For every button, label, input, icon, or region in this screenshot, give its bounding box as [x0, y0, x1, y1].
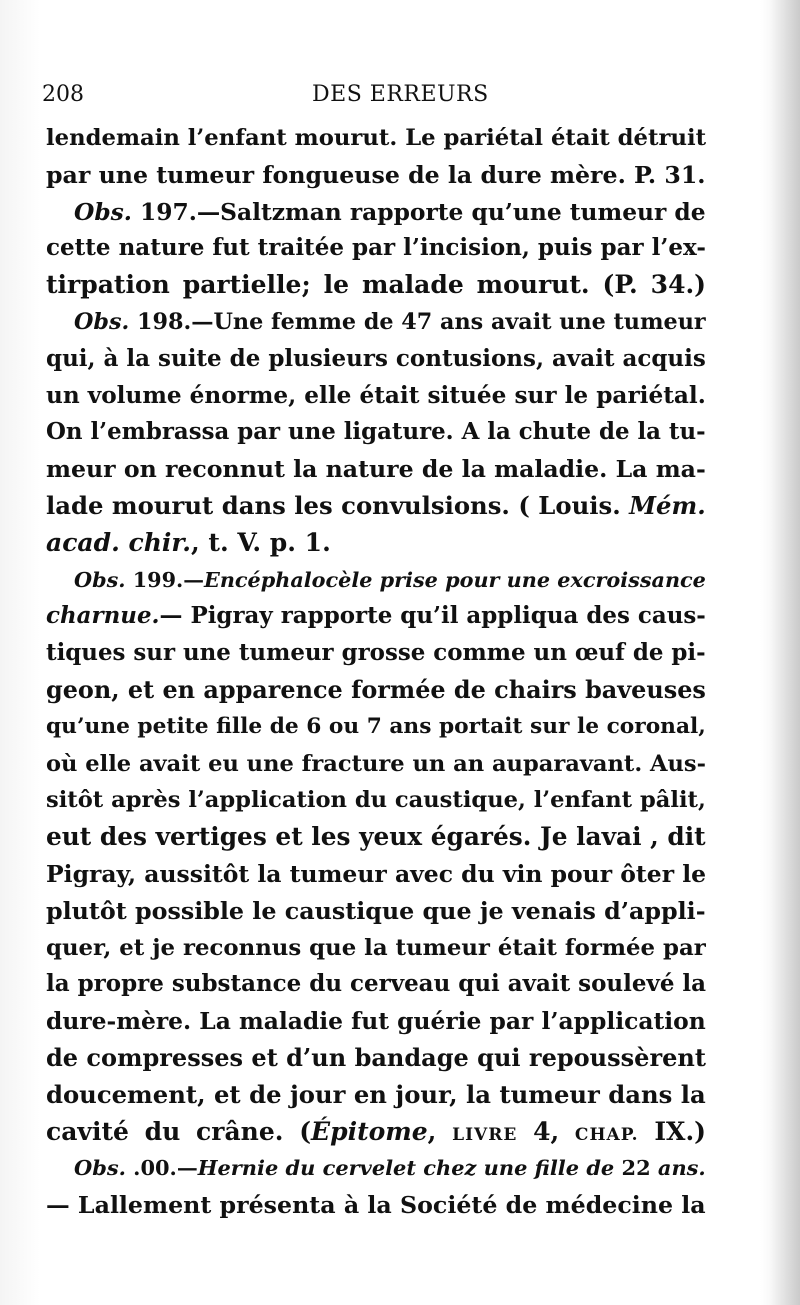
text-line: [46, 414, 706, 451]
text-segment: Obs.: [74, 197, 132, 226]
text-segment: lendemain l’enfant mourut. Le pariétal était détruit: [46, 125, 707, 151]
text-segment: Mém.: [629, 490, 706, 520]
text-segment: doucement, et de jour en jour, la tumeur dans la: [46, 1079, 706, 1109]
text-line: [46, 120, 706, 157]
text-line: [46, 672, 706, 709]
text-segment: qui, à la suite de plusieurs contusions, avait acquis: [46, 344, 706, 372]
text-segment: lade mourut dans les convulsions. ( Louis.: [46, 490, 630, 520]
text-segment: acad. chir.: [46, 527, 191, 557]
text-line: [46, 1040, 706, 1077]
text-line: [46, 635, 706, 672]
text-line: [46, 819, 706, 856]
text-segment: IX.): [638, 1116, 706, 1146]
text-segment: où elle avait eu une fracture un an auparavant. Aus-: [46, 750, 706, 777]
text-segment: charnue.: [46, 602, 160, 630]
text-line: [46, 893, 706, 930]
text-segment: Obs.: [74, 308, 130, 335]
text-segment: Obs.: [74, 567, 126, 592]
text-segment: sitôt après l’application du caustique, l’enfant pâlit,: [46, 787, 706, 814]
text-line: [46, 267, 706, 304]
text-line: [46, 304, 706, 341]
text-segment: geon, et en apparence formée de chairs baveuses: [46, 675, 706, 704]
text-segment: .00.—: [125, 1155, 198, 1181]
text-line: [46, 598, 706, 635]
text-segment: Obs.: [74, 1155, 126, 1181]
text-segment: meur on reconnut la nature de la maladie. La ma-: [46, 455, 706, 484]
text-line: [46, 1114, 706, 1151]
text-segment: LIVRE: [452, 1124, 518, 1145]
text-line: [46, 194, 706, 231]
text-line: [46, 1150, 706, 1187]
text-segment: ,: [427, 1116, 453, 1146]
body-text: [46, 120, 706, 1224]
text-segment: 199.—: [125, 567, 205, 592]
text-line: [46, 856, 706, 893]
text-segment: 198.—Une femme de 47 ans avait une tumeur: [129, 308, 706, 335]
text-segment: par une tumeur fongueuse de la dure mère. P. 31.: [46, 160, 706, 189]
text-segment: plutôt possible le caustique que je venais d’appli-: [46, 896, 706, 925]
text-segment: 4,: [517, 1116, 575, 1146]
running-title: DES ERREURS: [312, 82, 489, 107]
text-segment: eut des vertiges et les yeux égarés. Je lavai , dit: [46, 822, 706, 852]
text-line: [46, 451, 706, 488]
text-segment: 197.—Saltzman rapporte qu’une tumeur de: [131, 197, 706, 226]
text-line: [46, 525, 706, 562]
text-segment: la propre substance du cerveau qui avait soulevé la: [46, 970, 707, 998]
text-line: [46, 709, 706, 746]
page-number: 208: [42, 82, 84, 107]
text-segment: tiques sur une tumeur grosse comme un œuf de pi-: [46, 639, 706, 667]
text-line: [46, 341, 706, 378]
text-line: [46, 488, 706, 525]
text-line: [46, 378, 706, 415]
text-segment: ans.: [657, 1155, 706, 1181]
text-segment: On l’embrassa par une ligature. A la chute de la tu-: [46, 419, 706, 446]
text-segment: qu’une petite fille de 6 ou 7 ans portait sur le coronal,: [46, 713, 706, 739]
text-segment: cavité du crâne. (: [46, 1116, 312, 1146]
text-segment: de compresses et d’un bandage qui repoussèrent: [46, 1042, 706, 1072]
text-segment: Encéphalocèle prise pour une excroissance: [204, 567, 706, 592]
text-line: [46, 1187, 706, 1224]
text-line: [46, 966, 706, 1003]
text-segment: 22: [614, 1155, 658, 1181]
text-segment: CHAP.: [574, 1124, 639, 1145]
text-segment: tirpation partielle; le malade mourut. (P. 34.): [46, 270, 706, 300]
text-segment: Hernie du cervelet chez une fille de: [197, 1155, 615, 1181]
text-segment: Épitome: [311, 1116, 428, 1146]
text-segment: , t. V. p. 1.: [190, 527, 331, 557]
text-line: [46, 1077, 706, 1114]
page-header: [42, 82, 722, 116]
text-segment: — Lallement présenta à la Société de médecine la: [46, 1191, 706, 1220]
text-line: [46, 157, 706, 194]
text-segment: cette nature fut traitée par l’incision, puis par l’ex-: [46, 234, 706, 262]
page-edge-shadow: [770, 0, 800, 1305]
text-segment: quer, et je reconnus que la tumeur était formée par: [46, 934, 706, 961]
text-segment: dure-mère. La maladie fut guérie par l’application: [46, 1007, 706, 1036]
text-line: [46, 930, 706, 967]
text-segment: — Pigray rapporte qu’il appliqua des caus-: [159, 602, 706, 630]
text-line: [46, 1003, 706, 1040]
text-line: [46, 746, 706, 783]
text-segment: un volume énorme, elle était située sur le pariétal.: [46, 381, 706, 409]
text-segment: Pigray, aussitôt la tumeur avec du vin pour ôter le: [46, 859, 707, 888]
text-line: [46, 562, 706, 599]
text-line: [46, 782, 706, 819]
text-line: [46, 230, 706, 267]
